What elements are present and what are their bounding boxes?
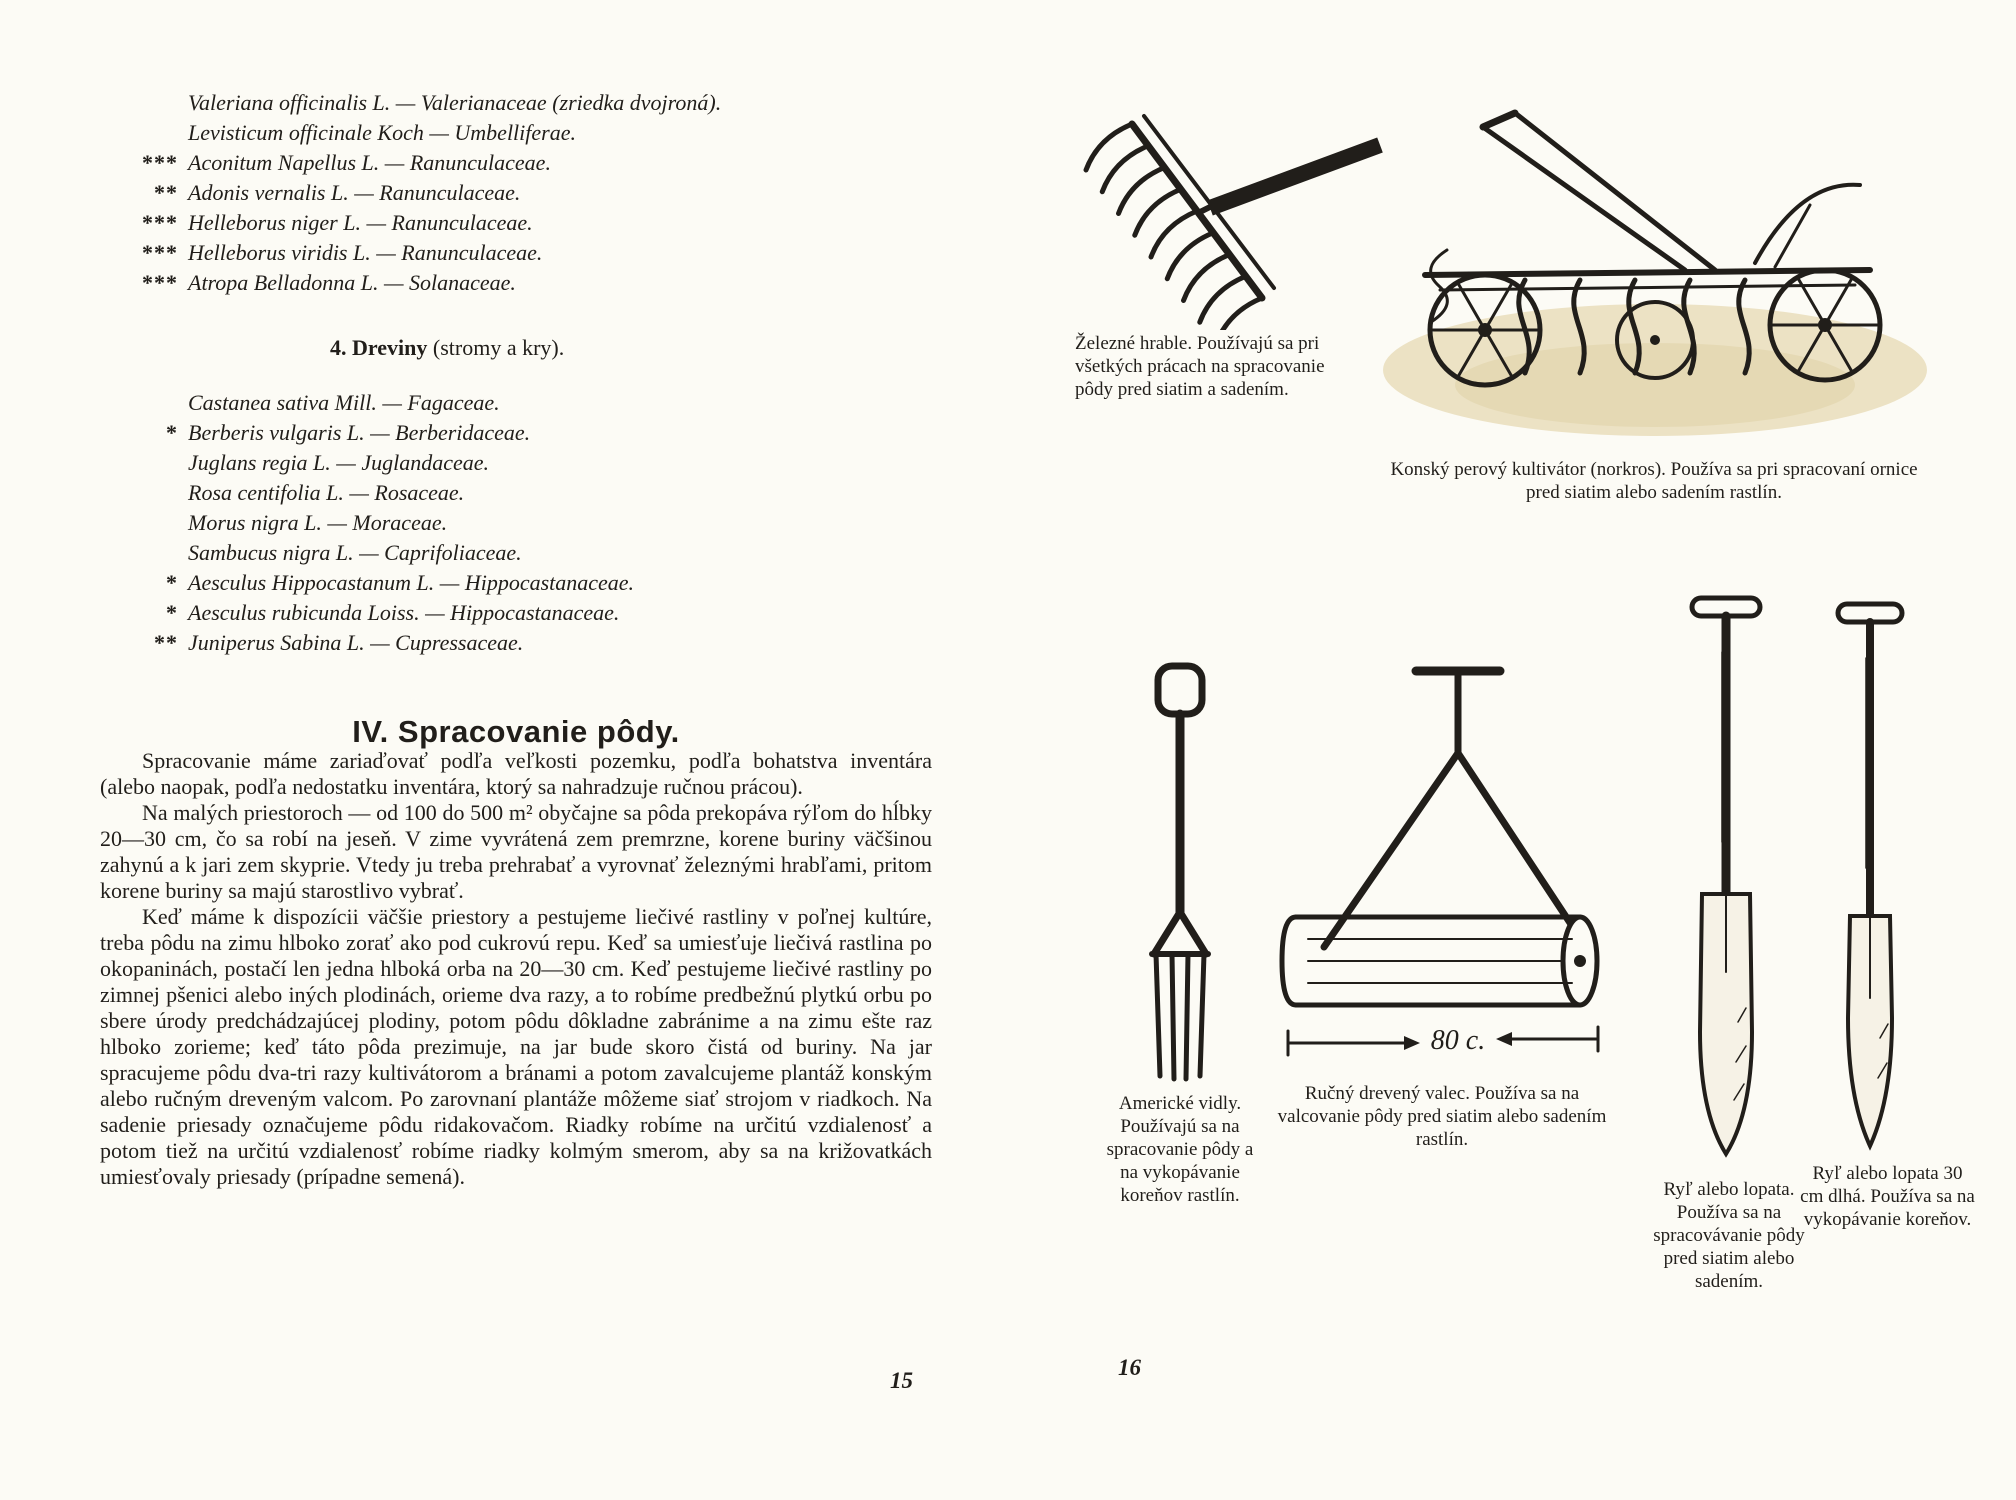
figure-spade-long xyxy=(1822,598,1922,1158)
roller-dimension-label: 80 c. xyxy=(1430,1025,1486,1056)
rating-stars: *** xyxy=(142,240,178,265)
shrub-plant-list xyxy=(130,388,634,658)
plant-list-item xyxy=(130,178,721,208)
plant-entry-text: Levisticum officinale Koch — Umbelliferae. xyxy=(188,120,576,145)
rating-stars: *** xyxy=(142,210,178,235)
plant-entry-text: Berberis vulgaris L. — Berberidaceae. xyxy=(188,420,531,445)
plant-entry-text: Juglans regia L. — Juglandaceae. xyxy=(188,450,490,475)
plant-entry-text: Sambucus nigra L. — Caprifoliaceae. xyxy=(188,540,522,565)
figure-roller xyxy=(1258,655,1623,1070)
plant-entry-text: Juniperus Sabina L. — Cupressaceae. xyxy=(188,630,524,655)
body-text xyxy=(100,748,932,1190)
plant-entry-text: Adonis vernalis L. — Ranunculaceae. xyxy=(188,180,521,205)
plant-list-item xyxy=(130,418,634,448)
plant-entry-text: Morus nigra L. — Moraceae. xyxy=(188,510,448,535)
plant-entry-text: Atropa Belladonna L. — Solanaceae. xyxy=(188,270,516,295)
section-heading-suffix: (stromy a kry). xyxy=(427,335,565,360)
rating-stars: * xyxy=(166,600,178,625)
paragraph: Spracovanie máme zariaďovať podľa veľkosti pozemku, podľa bohatstva inventára (alebo naopak, podľa nedostatku inventára, ktorý sa nahradzuje ručnou prácou). xyxy=(100,748,932,799)
caption-fork: Americké vidly. Používajú sa na spracovanie pôdy a na vykopávanie koreňov rastlín. xyxy=(1106,1093,1254,1206)
plant-entry-text: Aconitum Napellus L. — Ranunculaceae. xyxy=(188,150,551,175)
figure-rake xyxy=(1080,100,1390,330)
caption-spade-long: Ryľ alebo lopata 30 cm dlhá. Používa sa na vykopávanie koreňov. xyxy=(1800,1163,1975,1230)
page-left xyxy=(100,0,932,1500)
section-heading-number: 4. Dreviny xyxy=(330,335,428,360)
rating-stars: *** xyxy=(142,270,178,295)
plant-list-item xyxy=(130,238,721,268)
paragraph: Keď máme k dispozícii väčšie priestory a pestujeme liečivé rastliny v poľnej kultúre, treba pôdu na zimu hlboko zorať ako pod cukrovú repu. Keď sa umiesťuje liečivá rastlina po okopaninách, postačí len jedna hlboká orba na 20—30 cm. Keď pestujeme liečivé rastliny po zimnej pšenici alebo iných plodinách, orieme dva razy, a to robíme predbežnú plytkú orbu po sbere úrody predchádzajúcej plodiny, potom pôdu dôkladne zabránime a na zimu ešte raz hlboko zorieme; keď táto pôda prezimuje, na jar bude skoro čistá od buriny. Na jar spracujeme pôdu dva-tri razy kultivátorom a bránami a potom zavalcujeme plantáž konským alebo ručným dreveným valcom. Po zarovnaní plantáže môžeme siať strojom v riadkoch. Na sadenie priesady označujeme pôdu ridakovačom. Riadky robíme na určitú vzdialenosť a potom tiež na určitú vzdialenosť robíme riadky kolmým smerom, aby sa na križovatkách umiesťovaly priesady (prípadne semená). xyxy=(100,904,932,1189)
plant-entry-text: Helleborus niger L. — Ranunculaceae. xyxy=(188,210,533,235)
rating-stars xyxy=(130,88,188,118)
plant-list-item xyxy=(130,568,634,598)
plant-list-item xyxy=(130,598,634,628)
rating-stars xyxy=(130,538,188,568)
page-number-right: 16 xyxy=(1118,1355,1141,1380)
spade-short-illustration xyxy=(1678,592,1778,1167)
plant-entry-text: Aesculus rubicunda Loiss. — Hippocastanaceae. xyxy=(188,600,620,625)
rating-stars xyxy=(130,118,188,148)
rating-stars xyxy=(130,508,188,538)
figure-fork xyxy=(1128,660,1233,1085)
caption-rake: Železné hrable. Používajú sa pri všetkých prácach na spracovanie pôdy pred siatim a sadením. xyxy=(1075,333,1325,400)
caption-spade-short: Ryľ alebo lopata. Používa sa na spracovávanie pôdy pred siatim alebo sadením. xyxy=(1653,1179,1805,1292)
spade-long-illustration xyxy=(1822,598,1922,1158)
rating-stars: * xyxy=(166,570,178,595)
plant-entry-text: Castanea sativa Mill. — Fagaceae. xyxy=(188,390,500,415)
plant-entry-text: Rosa centifolia L. — Rosaceae. xyxy=(188,480,465,505)
fork-illustration xyxy=(1128,660,1233,1085)
plant-list-item xyxy=(130,628,634,658)
figure-cultivator xyxy=(1355,85,1930,445)
chapter-heading: IV. Spracovanie pôdy. xyxy=(352,713,680,749)
plant-list-item xyxy=(130,118,721,148)
rating-stars: ** xyxy=(154,630,178,655)
rating-stars xyxy=(130,478,188,508)
paragraph: Na malých priestoroch — od 100 do 500 m² obyčajne sa pôda prekopáva rýľom do hĺbky 20—30 cm, čo sa robí na jeseň. V zime vyvrátená zem premrzne, korene buriny väčšinou zahynú a k jari zem skyprie. Vtedy ju treba prehrabať a vyrovnať železnými hrabľami, pritom korene buriny sa majú starostlivo vybrať. xyxy=(100,800,932,903)
plant-list-item xyxy=(130,88,721,118)
herb-plant-list xyxy=(130,88,721,298)
plant-list-item xyxy=(130,478,634,508)
page-number-left: 15 xyxy=(890,1368,913,1393)
cultivator-illustration xyxy=(1355,85,1930,445)
plant-list-item xyxy=(130,538,634,568)
roller-illustration xyxy=(1258,655,1623,1070)
plant-entry-text: Valeriana officinalis L. — Valerianaceae (zriedka dvojroná). xyxy=(188,90,722,115)
section-heading-dreviny xyxy=(330,335,564,361)
plant-entry-text: Helleborus viridis L. — Ranunculaceae. xyxy=(188,240,543,265)
caption-roller: Ručný drevený valec. Používa sa na valcovanie pôdy pred siatim alebo sadením rastlín. xyxy=(1277,1083,1607,1150)
rating-stars xyxy=(130,448,188,478)
rating-stars: ** xyxy=(154,180,178,205)
plant-list-item xyxy=(130,508,634,538)
rake-illustration xyxy=(1080,100,1390,330)
plant-list-item xyxy=(130,448,634,478)
rating-stars: *** xyxy=(142,150,178,175)
plant-entry-text: Aesculus Hippocastanum L. — Hippocastanaceae. xyxy=(188,570,635,595)
plant-list-item xyxy=(130,268,721,298)
rating-stars: * xyxy=(166,420,178,445)
caption-cultivator: Konský perový kultivátor (norkros). Používa sa pri spracovaní ornice pred siatim alebo sadením rastlín. xyxy=(1390,459,1918,503)
plant-list-item xyxy=(130,148,721,178)
rating-stars xyxy=(130,388,188,418)
figure-spade-short xyxy=(1678,592,1778,1167)
plant-list-item xyxy=(130,388,634,418)
plant-list-item xyxy=(130,208,721,238)
